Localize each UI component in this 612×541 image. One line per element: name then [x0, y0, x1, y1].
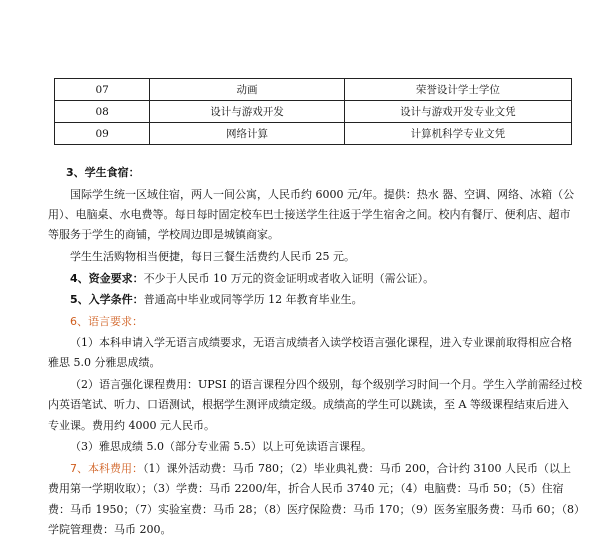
section-3-paragraph-line: 学生生活购物相当便捷，每日三餐生活费约人民币 25 元。	[70, 250, 355, 263]
section-3-paragraph-line: 用）、电脑桌、水电费等。每日每时固定校车巴士接送学生往返于学生宿舍之间。校内有餐厅、便利店、超市	[48, 208, 571, 221]
section-5	[70, 293, 363, 307]
program-name: 网络计算	[150, 123, 344, 145]
section-7-line: 费用第一学期收取）；（3）学费：马币 2200/年，折合人民币 3740 元；（4）电脑费：马币 50；（5）住宿	[48, 482, 564, 495]
program-degree: 计算机科学专业文凭	[344, 123, 571, 145]
section-3-title: 3、学生食宿：	[66, 166, 140, 179]
table-row	[55, 123, 572, 145]
section-7-text: （1）课外活动费：马币 780；（2）毕业典礼费：马币 200，合计约 3100 人民币（以上	[143, 462, 571, 475]
program-degree: 设计与游戏开发专业文凭	[344, 101, 571, 123]
section-3-paragraph-line: 等服务于学生的商铺，学校周边即是城镇商家。	[48, 228, 279, 241]
section-5-text: 普通高中毕业或同等学历 12 年教育毕业生。	[143, 293, 363, 306]
program-table	[54, 78, 572, 145]
section-7-title: 7、本科费用：	[70, 462, 143, 475]
table-row	[55, 79, 572, 101]
section-6-item-line: 内英语笔试、听力、口语测试，根据学生测评成绩定级。成绩高的学生可以跳读，至 A 等级课程结束后进入	[48, 398, 569, 411]
program-name: 动画	[150, 79, 344, 101]
program-number: 09	[55, 123, 150, 145]
section-7-first-line	[70, 462, 571, 476]
section-6-item-line: 雅思 5.0 分雅思成绩。	[48, 356, 161, 369]
section-6-item-line: （2）语言强化课程费用：UPSI 的语言课程分四个级别，每个级别学习时间一个月。学生入学前需经过校	[70, 378, 583, 391]
section-7-line: 费：马币 1950；（7）实验室费：马币 28；（8）医疗保险费：马币 170；（9）医务室服务费：马币 60；（8）	[48, 503, 585, 516]
program-number: 07	[55, 79, 150, 101]
section-3-paragraph-line: 国际学生统一区域住宿，两人一间公寓，人民币约 6000 元/年。提供：热水 器、空调、网络、冰箱（公	[70, 188, 575, 201]
program-name: 设计与游戏开发	[150, 101, 344, 123]
section-4-title: 4、资金要求：	[70, 272, 144, 285]
section-4	[70, 272, 434, 286]
section-6-item-line: 专业课。费用约 4000 元人民币。	[48, 419, 215, 432]
table-row	[55, 101, 572, 123]
section-4-text: 不少于人民币 10 万元的资金证明或者收入证明（需公证）。	[143, 272, 435, 285]
section-7-line: 学院管理费：马币 200。	[48, 523, 172, 536]
section-5-title: 5、入学条件：	[70, 293, 144, 306]
program-degree: 荣誉设计学士学位	[344, 79, 571, 101]
program-number: 08	[55, 101, 150, 123]
section-6-item-line: （3）雅思成绩 5.0（部分专业需 5.5）以上可免读语言课程。	[70, 440, 372, 453]
section-6-title: 6、语言要求：	[70, 315, 143, 328]
section-6-item-line: （1）本科申请入学无语言成绩要求，无语言成绩者入读学校语言强化课程，进入专业课前取得相应合格	[70, 336, 572, 349]
